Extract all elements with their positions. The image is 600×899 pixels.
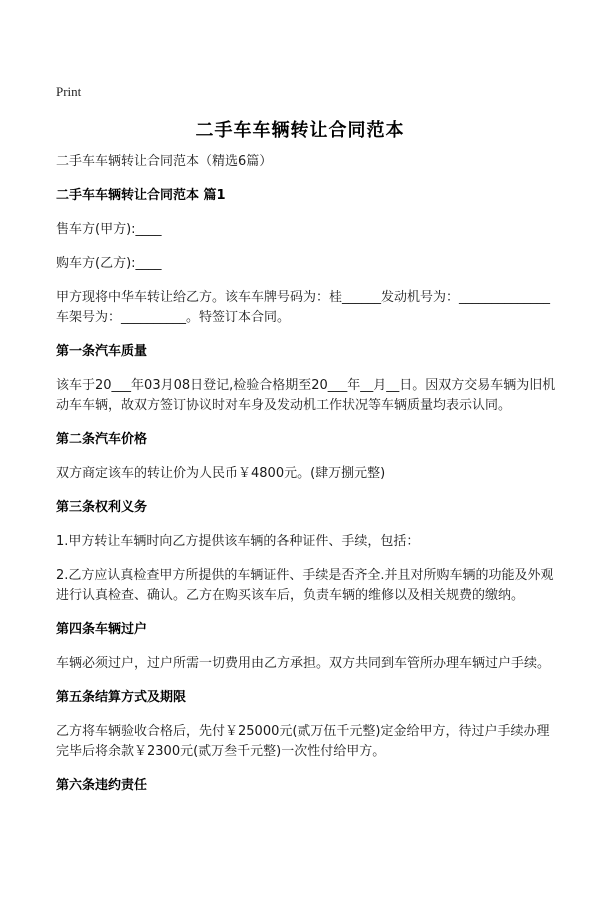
article-1-heading: 第一条汽车质量 — [56, 344, 148, 359]
article-3-paragraph-2: 2.乙方应认真检查甲方所提供的车辆证件、手续是否齐全.并且对所购车辆的功能及外观进行认真检查、确认。乙方在购买该车后，负责车辆的维修以及相关规费的缴纳。 — [56, 568, 554, 603]
buyer-line: 购车方(乙方):____ — [56, 256, 162, 271]
print-label: Print — [56, 84, 82, 99]
article-1-paragraph: 该车于20___年03月08日登记,检验合格期至20___年__月__日。因双方交易车辆为旧机动车车辆，故双方签订协议时对车身及发动机工作状况等车辆质量均表示认同。 — [56, 378, 556, 413]
article-4-heading: 第四条车辆过户 — [56, 622, 148, 637]
article-2-paragraph: 双方商定该车的转让价为人民币￥4800元。(肆万捌元整) — [56, 466, 386, 481]
seller-line: 售车方(甲方):____ — [56, 222, 162, 237]
section-title: 二手车车辆转让合同范本 篇1 — [56, 188, 226, 203]
article-4-paragraph: 车辆必须过户，过户所需一切费用由乙方承担。双方共同到车管所办理车辆过户手续。 — [56, 656, 551, 671]
article-3-paragraph-1: 1.甲方转让车辆时向乙方提供该车辆的各种证件、手续，包括： — [56, 534, 420, 549]
document-title: 二手车车辆转让合同范本 — [195, 120, 405, 141]
article-6-heading: 第六条违约责任 — [56, 778, 148, 793]
document-subtitle: 二手车车辆转让合同范本（精选6篇） — [56, 154, 273, 169]
intro-paragraph: 甲方现将中华车转让给乙方。该车车牌号码为：桂______发动机号为：______________车架号为：__________。特签订本合同。 — [56, 290, 551, 325]
article-5-paragraph: 乙方将车辆验收合格后，先付￥25000元(贰万伍千元整)定金给甲方，待过户手续办理完毕后将余款￥2300元(贰万叁千元整)一次性付给甲方。 — [56, 724, 550, 759]
document-body — [56, 152, 556, 810]
article-3-heading: 第三条权利义务 — [56, 500, 148, 515]
article-2-heading: 第二条汽车价格 — [56, 432, 148, 447]
article-5-heading: 第五条结算方式及期限 — [56, 690, 187, 705]
